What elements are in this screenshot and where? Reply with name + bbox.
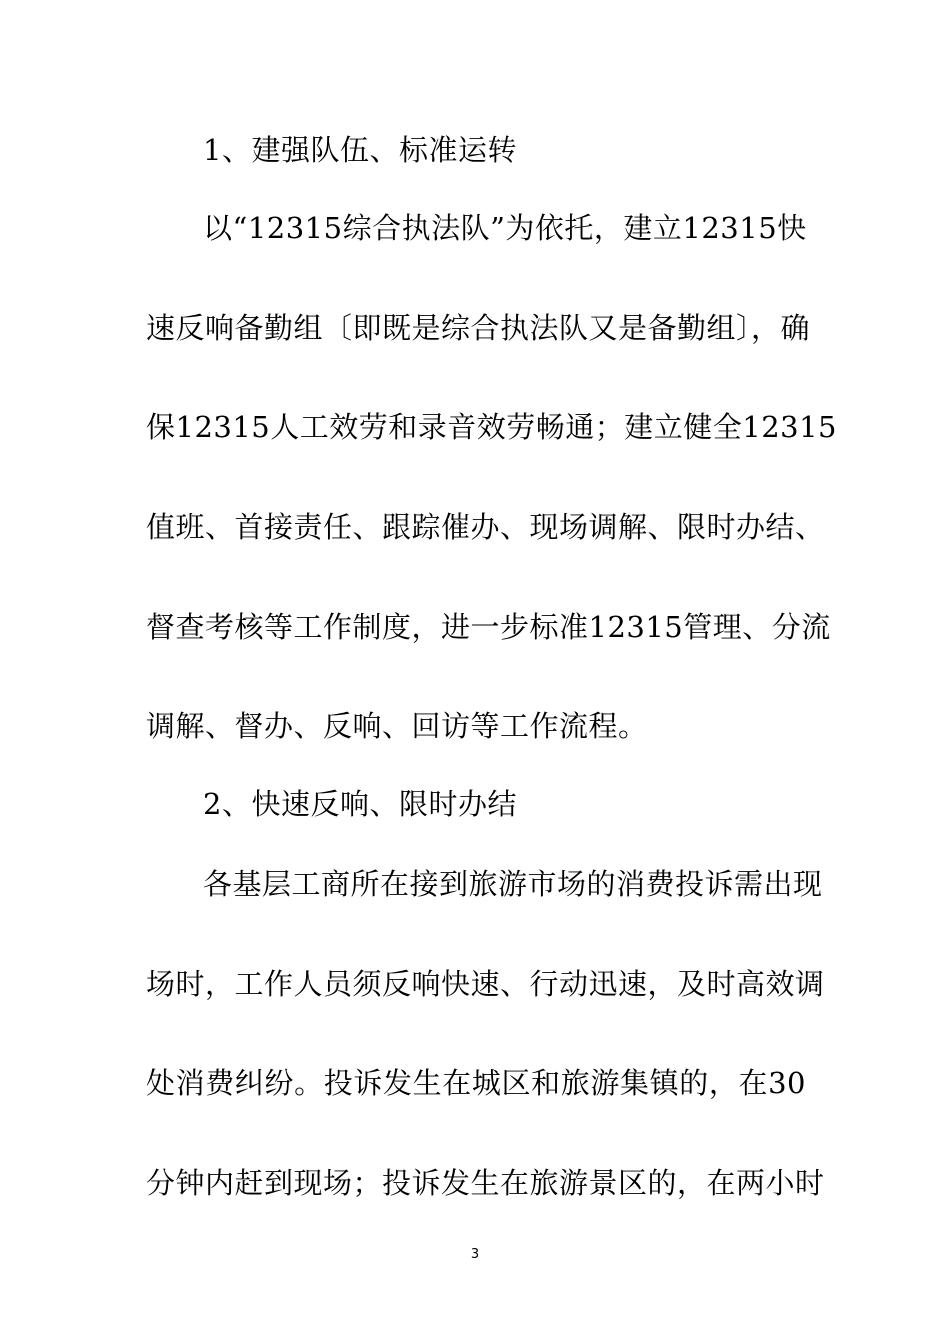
paragraph-line: 分钟内赶到现场；投诉发生在旅游景区的，在两小时 xyxy=(146,1166,825,1200)
section-heading-2: 2、快速反响、限时办结 xyxy=(203,787,517,821)
page-number: 3 xyxy=(470,1247,480,1262)
paragraph-line: 处消费纠纷。投诉发生在城区和旅游集镇的，在30 xyxy=(146,1066,806,1100)
section-heading-1: 1、建强队伍、标准运转 xyxy=(203,133,517,167)
paragraph-line: 各基层工商所在接到旅游市场的消费投诉需出现 xyxy=(203,867,823,901)
paragraph-line: 场时，工作人员须反响快速、行动迅速，及时高效调 xyxy=(146,967,825,1001)
paragraph-line: 以“12315综合执法队”为依托，建立12315快 xyxy=(203,211,807,245)
paragraph-line: 保12315人工效劳和录音效劳畅通；建立健全12315 xyxy=(146,410,838,444)
paragraph-line: 速反响备勤组〔即既是综合执法队又是备勤组〕，确 xyxy=(146,311,811,345)
paragraph-line: 督查考核等工作制度，进一步标准12315管理、分流 xyxy=(146,610,831,644)
paragraph-line: 值班、首接责任、跟踪催办、现场调解、限时办结、 xyxy=(146,510,825,544)
paragraph-line: 调解、督办、反响、回访等工作流程。 xyxy=(146,709,648,743)
